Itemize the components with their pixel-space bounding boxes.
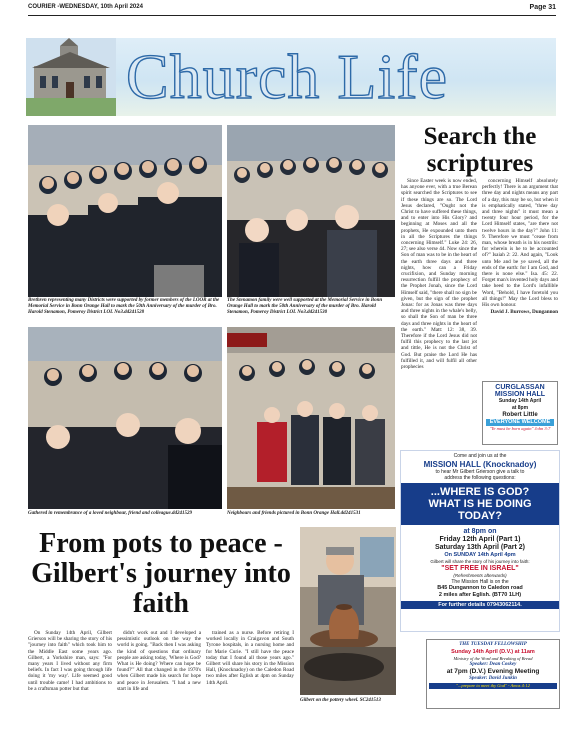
knock-loc3: 2 miles after Eglish. (BT70 1LH) [438, 592, 522, 598]
knock-film: "SET FREE IN ISRAEL" [441, 565, 519, 572]
search-column-1 [401, 178, 477, 370]
fellowship-ad [426, 639, 560, 709]
caption-photo-3: Gathered in remembrance of a loved neighbour, friend and colleague.dd241529 [28, 511, 193, 516]
photo-stenamon-family [227, 125, 395, 297]
knock-hall: MISSION HALL (Knocknadoy) [423, 460, 537, 469]
photo-neighbours-friends [227, 327, 395, 509]
knock-q3: TODAY? [457, 510, 502, 522]
knocknadoy-ad [400, 450, 560, 632]
curglassan-speaker: Robert Little [502, 412, 538, 418]
knock-loc1: The Mission Hall is on the [451, 579, 509, 585]
knock-q1: ...WHERE IS GOD? [430, 486, 530, 498]
page-number: Page 31 [529, 4, 556, 11]
pots-column-1 [28, 630, 112, 692]
fellowship-date: Sunday 14th April (D.V.) at 11am [451, 649, 535, 655]
pots-text-1: On Sunday 14th April, Gilbert Grierson will be sharing the story of his "journey into faith" which took him to the Middle East some years ago. Gilbert, a Yorkshire man, says: "For many years I lived without any firm beliefs. In fact I was going through life doing it 'my way'. Life seemed good until trouble came! I had ambitions to be a craftsman potter but that [28, 630, 112, 692]
pots-text-3: trained as a nurse. Before retiring I worked locally in Craigavon and South Tyrone hospitals, in a nursing home and for Marie Curie. "I still have the peace today that I found all those years ago." Gilbert will share his story in the Mission Hall, (Knocknadoy) on the Caledon Road two miles after Eglish at 4pm on Sunday 14th April. [206, 630, 294, 686]
curglassan-date: Sunday 14th April [498, 398, 542, 404]
caption-photo-1: Brethren representing many Districts were supported by former members of the LOOR at the Memorial Service in Bonn Orange Hall to mark the 50th Anniversary of the murder of Bro. Harold Stenamon, Pomeroy District LOL No3.dd241528 [28, 298, 220, 315]
photo-memorial-brethren [28, 125, 222, 297]
knock-address: address the following questions: [444, 475, 516, 481]
page-header [28, 4, 556, 16]
search-column-2 [482, 178, 558, 315]
photo-pottery-wheel [300, 527, 396, 695]
knock-details: For further details 07943062114. [401, 601, 559, 609]
curglassan-ad [482, 381, 558, 445]
fellowship-verse: "...prepare to meet thy God" - Amos 4:12 [429, 683, 557, 689]
knock-intro: Come and join us at the [453, 453, 507, 459]
pots-headline: From pots to peace - Gilbert's journey into faith [31, 528, 291, 619]
fellowship-evening: at 7pm (D.V.) Evening Meeting [446, 668, 540, 675]
fellowship-sub: Ministry of the Word and Breaking of Bread [453, 656, 533, 661]
church-illustration [26, 38, 116, 116]
knock-refresh: (Refreshments afterwards) [453, 573, 507, 578]
knock-at8: at 8pm on [463, 528, 497, 535]
search-text-1: Since Easter week is now ended, has anyone ever, with a true Berean spirit searched the Scriptures to see if these things are so. The Lord Jesus declared, "Ought not the Christ to have suffered these things, and to enter into His Glory? and beginning at Moses and all the prophets, He expounded unto them in all the Scriptures the things concerning Himself." Luke 24: 26, 27; see also verse 44. Now since the Son of man was to be in the heart of the earth three days and three nights, how can a Friday crucifixion, and Sunday morning resurrection fulfill the prophecy of the Prophet Jonah, since the Lord Himself said, "there shall no sign be given, but the sign of the prophet Jonas: for as Jonas was three days and three nights in the whale's belly, so shall the Son of man be three days and three nights in the heart of the earth." Matt: 12: 38, 39. Therefore if the Lord Jesus did not fulfil this prophecy to the last jot and tittle, He is not the Christ of God. But praise the Lord He has fulfilled it, and will fulfil all other prophecies [401, 178, 477, 371]
curglassan-title: CURGLASSAN MISSION HALL [494, 384, 546, 398]
knock-hear: to hear Mr Gilbert Grierson give a talk to [435, 469, 525, 475]
fellowship-speaker-2: Speaker: David Junkin [469, 676, 517, 681]
search-author: David J. Burrows, Dungannon [490, 309, 558, 316]
pots-text-2: didn't work out and I developed a pessimistic outlook on the way the world is going. "Back then I was asking the kind of questions that ordinary people are asking today, 'Where is God? What is He doing? Where can hope be found?'" All that changed in the 1970's when Gilbert made his search for hope and peace in Jerusalem. "I had a new start in life and [117, 630, 201, 692]
knock-question-band [401, 483, 559, 525]
masthead [26, 38, 556, 116]
curglassan-banner: EVERYONE WELCOME [486, 419, 554, 426]
pots-column-2 [117, 630, 201, 692]
fellowship-name: THE TUESDAY FELLOWSHIP [459, 642, 527, 647]
knock-fri: Friday 12th April (Part 1) [439, 536, 521, 543]
search-text-2: concerning Himself absolutely perfectly! There is an argument that three day and nights means any part of a day, this may be so, but when it is emphatically stated, "three day and three nights" it must mean a twenty four hour period, for the Lord Himself states, "are there not twelve hours in the day?" John 11: 9. Therefore we must "cease from man, whose breath is in his nostrils: for wherein is he to be accounted of?" Isaiah 2: 22. And again, "Look unto Me and be ye saved, all the ends of the earth: for I am God, and there is none else." Isa. 45: 22. Forget man's invented holy days and take heed to the Lord's infallible Word, "Behold, I have foretold you all things!" May the Lord bless to His own honour. [482, 178, 558, 309]
header-dateline: COURIER -WEDNESDAY, 10th April 2024 [28, 4, 143, 10]
masthead-title: Church Life [126, 41, 448, 112]
photo-gathered-remembrance [28, 327, 222, 509]
fellowship-speaker-1: Speaker: Dean Coskey [469, 662, 517, 667]
knock-sun2: Gilbert will share the story of his journey into faith: [430, 559, 530, 564]
caption-photo-2: The Stenamon family were well supported at the Memorial Service in Bonn Orange Hall to mark the 50th Anniversary of the murder of Bro. Harold Stenamon, Pomeroy District LOL No3.dd241530 [227, 298, 383, 315]
knock-sat: Saturday 13th April (Part 2) [435, 544, 525, 551]
search-headline: Search the scriptures [423, 123, 537, 177]
pots-column-3 [206, 630, 294, 686]
curglassan-time: at 8pm [511, 405, 529, 411]
knock-loc2: B45 Dungannon to Caledon road [437, 585, 523, 591]
caption-photo-4: Neighbours and friends pictured in Bonn Orange Hall.dd241531 [227, 511, 361, 516]
knock-sun: On SUNDAY 14th April 4pm [444, 552, 516, 558]
caption-photo-5: Gilbert on the pottery wheel. SC241513 [300, 698, 381, 703]
curglassan-tagline: "Ye must be born again" John 3:7 [489, 426, 551, 431]
knock-q2: WHAT IS HE DOING [428, 498, 532, 510]
